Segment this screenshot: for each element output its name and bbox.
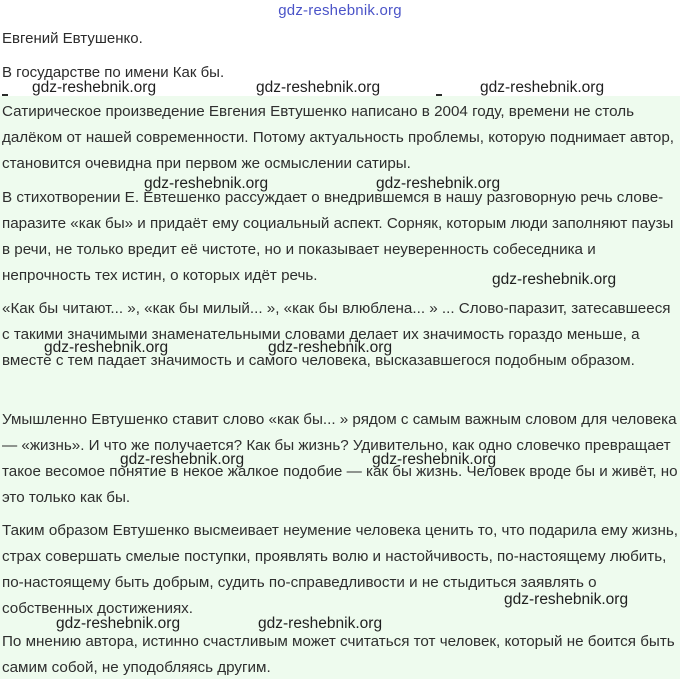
paragraph-6: По мнению автора, истинно счастливым может считаться тот человек, который не боится быть самим собой, не уподобляясь другим. — [2, 633, 675, 676]
paragraph-4: Умышленно Евтушенко ставит слово «как бы... » рядом с самым важным словом для человека — «жизнь». И что же получается? Как бы жизнь? Удивительно, как одно словечко превращает такое весомое понятие в некое жалкое подобие — как бы жизнь. Человек вроде бы и живёт, но это только как бы. — [2, 411, 678, 506]
watermark: gdz-reshebnik.org — [120, 451, 245, 468]
paragraph-5: Таким образом Евтушенко высмеивает неумение человека ценить то, что подарила ему жизнь, страх совершать смелые поступки, проявлять волю и настойчивость, по-настоящему любить, по-настоящему быть добрым, судить по-справедливости и не стыдиться заявлять о собственных достижениях. — [2, 522, 678, 617]
paragraph-1: Сатирическое произведение Евгения Евтушенко написано в 2004 году, времени не столь далёком от нашей современности. Потому актуальность проблемы, которую поднимает автор, становится очевидна при первом же осмыслении сатиры. — [2, 103, 675, 172]
watermark: gdz-reshebnik.org — [376, 175, 501, 192]
watermark: gdz-reshebnik.org — [258, 615, 383, 632]
watermark: gdz-reshebnik.org — [56, 615, 181, 632]
watermark: gdz-reshebnik.org — [492, 271, 617, 288]
watermark: gdz-reshebnik.org — [44, 339, 169, 356]
watermark: gdz-reshebnik.org — [32, 79, 157, 96]
watermark: gdz-reshebnik.org — [268, 339, 393, 356]
watermark: gdz-reshebnik.org — [480, 79, 605, 96]
paragraph-2: В стихотворении Е. Евтешенко рассуждает о внедрившемся в нашу разговорную речь слове-паразите «как бы» и придаёт ему социальный аспект. Сорняк, которым люди заполняют паузы в речи, не только вредит её чистоте, но и показывает неуверенность собеседника и непрочность тех истин, о которых идёт речь. — [2, 189, 674, 284]
author-name: Евгений Евтушенко. — [2, 30, 143, 47]
watermark: gdz-reshebnik.org — [144, 175, 269, 192]
watermark: gdz-reshebnik.org — [256, 79, 381, 96]
watermark: gdz-reshebnik.org — [372, 451, 497, 468]
watermark: gdz-reshebnik.org — [504, 591, 629, 608]
poem-title: В государстве по имени Как бы. — [2, 64, 225, 81]
header-watermark: gdz-reshebnik.org — [278, 2, 402, 19]
paragraph-3: «Как бы читают... », «как бы милый... », «как бы влюблена... » ... Слово-паразит, затесавшееся с такими значимыми знаменательными словами делает их значимость гораздо меньше, а вместе с тем падает значимость и самого человека, высказавшегося подобным образом. — [2, 300, 671, 369]
